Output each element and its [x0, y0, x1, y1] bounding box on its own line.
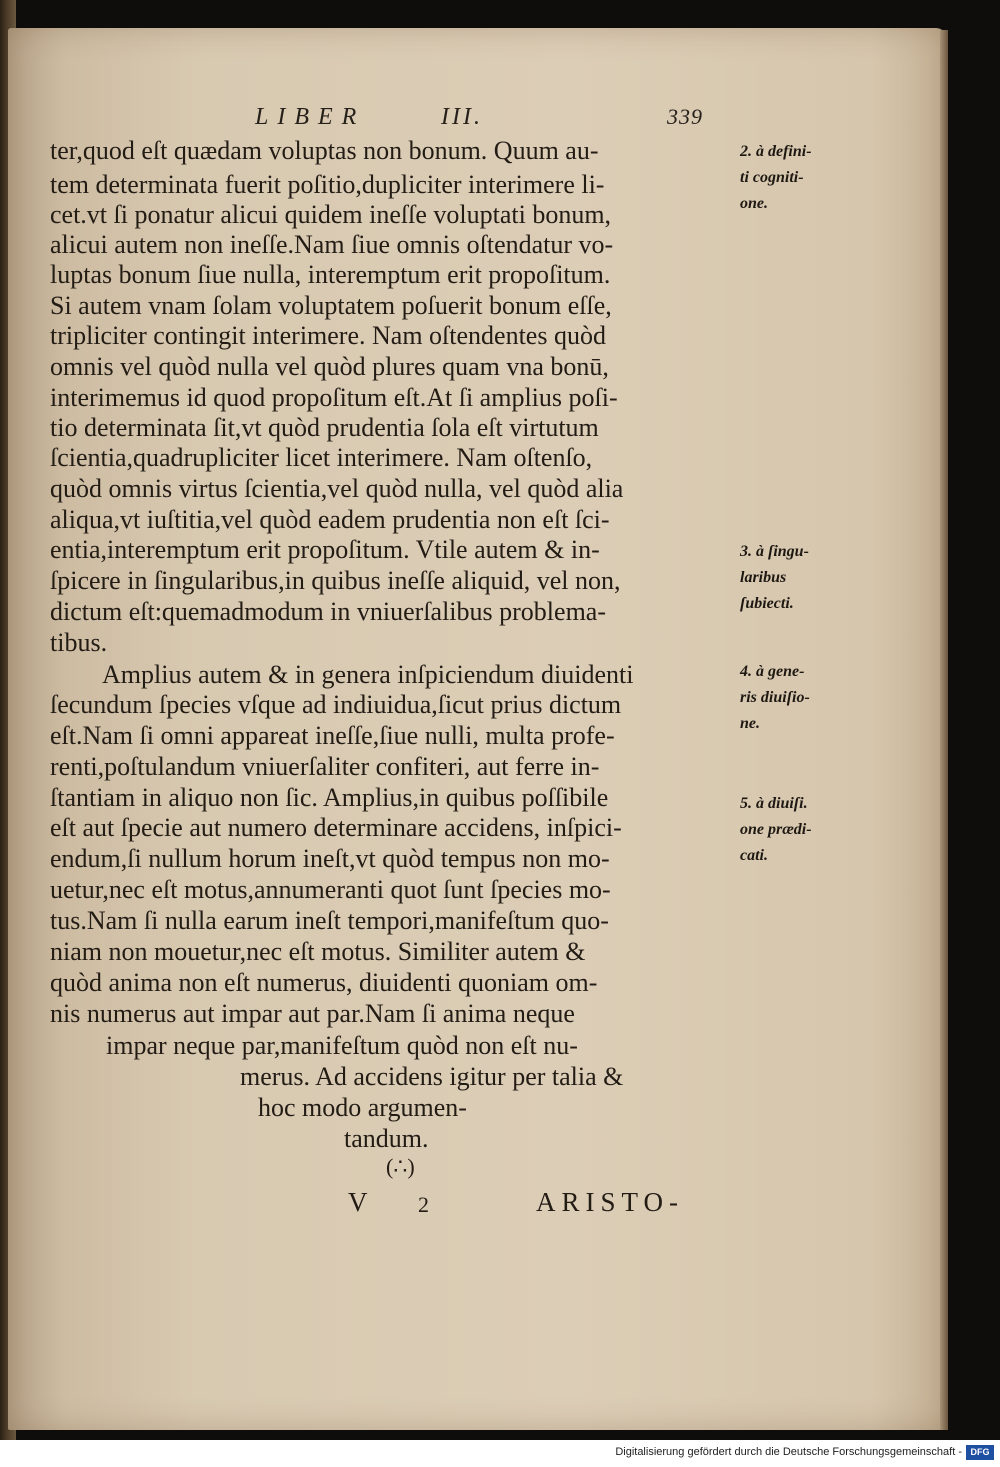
text-line: ter,quod eſt quædam voluptas non bonum. Quum au-	[50, 136, 599, 165]
text-line: nis numerus aut impar aut par.Nam ſi anima neque	[50, 999, 575, 1028]
text-line: merus. Ad accidens igitur per talia &	[240, 1062, 624, 1091]
dfg-logo: DFG	[966, 1445, 994, 1460]
text-line: tus.Nam ſi nulla earum ineſt tempori,manifeſtum quo-	[50, 906, 609, 935]
margin-note-line: 4. à gene-	[740, 663, 805, 680]
text-line: tripliciter contingit interimere. Nam oſtendentes quòd	[50, 321, 606, 350]
text-line: tibus.	[50, 628, 108, 657]
page-edge	[940, 30, 948, 1430]
margin-note-line: ne.	[740, 715, 760, 732]
text-line: luptas bonum ſiue nulla, interemptum erit propoſitum.	[50, 260, 611, 289]
text-line: Si autem vnam ſolam voluptatem poſuerit bonum eſſe,	[50, 291, 612, 320]
text-line: alicui autem non ineſſe.Nam ſiue omnis oſtendatur vo-	[50, 230, 614, 259]
margin-note-line: one prædi-	[740, 821, 812, 838]
margin-note-line: ris diuiſio-	[740, 689, 810, 706]
text-line: ſecundum ſpecies vſque ad indiuidua,ſicut prius dictum	[50, 690, 622, 719]
text-line: niam non mouetur,nec eſt motus. Similiter autem &	[50, 937, 586, 966]
book-number: III.	[441, 104, 483, 130]
footer-bar	[0, 1440, 1000, 1467]
text-line: ſcientia,quadrupliciter licet interimere. Nam oſtenſo,	[50, 443, 593, 472]
text-line: hoc modo argumen-	[258, 1093, 467, 1122]
margin-note-line: ti cogniti-	[740, 169, 804, 186]
text-line: quòd anima non eſt numerus, diuidenti quoniam om-	[50, 968, 598, 997]
text-line: tandum.	[344, 1124, 429, 1153]
text-line: Amplius autem & in genera inſpiciendum diuidenti	[102, 660, 634, 689]
running-title: LIBER	[255, 104, 366, 130]
text-line: omnis vel quòd nulla vel quòd plures quam vna bonū,	[50, 352, 609, 381]
text-line: tem determinata fuerit poſitio,dupliciter interimere li-	[50, 170, 605, 199]
text-line: eſt aut ſpecie aut numero determinare accidens, inſpici-	[50, 813, 622, 842]
text-line: eſt.Nam ſi omni appareat ineſſe,ſiue nulli, multa profe-	[50, 721, 615, 750]
footer-credit: Digitalisierung gefördert durch die Deutsche Forschungsgemeinschaft -	[615, 1446, 962, 1458]
catchword: ARISTO-	[536, 1187, 685, 1217]
text-line: tio determinata ſit,vt quòd prudentia ſola eſt virtutum	[50, 413, 599, 442]
page-number: 339	[667, 104, 703, 129]
running-header	[255, 104, 715, 140]
margin-note-line: 3. à ſingu-	[740, 543, 809, 560]
text-line: quòd omnis virtus ſcientia,vel quòd nulla, vel quòd alia	[50, 474, 624, 503]
text-line: entia,interemptum erit propoſitum. Vtile autem & in-	[50, 535, 600, 564]
text-line: uetur,nec eſt motus,annumeranti quot ſunt ſpecies mo-	[50, 875, 611, 904]
margin-note-line: 2. à defini-	[740, 143, 812, 160]
margin-note-line: one.	[740, 195, 768, 212]
end-ornament: (∴)	[386, 1154, 415, 1179]
margin-note-line: cati.	[740, 847, 768, 864]
signature-mark: V	[348, 1187, 368, 1217]
text-line: impar neque par,manifeſtum quòd non eſt nu-	[106, 1031, 578, 1060]
text-line: renti,poſtulandum vniuerſaliter confiteri, aut ferre in-	[50, 752, 600, 781]
text-line: endum,ſi nullum horum ineſt,vt quòd tempus non mo-	[50, 844, 610, 873]
text-line: aliqua,vt iuſtitia,vel quòd eadem prudentia non eſt ſci-	[50, 505, 610, 534]
text-line: cet.vt ſi ponatur alicui quidem ineſſe voluptati bonum,	[50, 200, 612, 229]
text-line: interimemus id quod propoſitum eſt.At ſi amplius poſi-	[50, 383, 618, 412]
text-line: ſpicere in ſingularibus,in quibus ineſſe aliquid, vel non,	[50, 566, 621, 595]
margin-note-line: ſubiecti.	[740, 595, 794, 612]
margin-note-line: 5. à diuiſi.	[740, 795, 808, 812]
margin-note-line: laribus	[740, 569, 787, 586]
text-line: dictum eſt:quemadmodum in vniuerſalibus problema-	[50, 597, 606, 626]
signature-number: 2	[418, 1192, 429, 1217]
text-line: ſtantiam in aliquo non ſic. Amplius,in quibus poſſibile	[50, 783, 609, 812]
